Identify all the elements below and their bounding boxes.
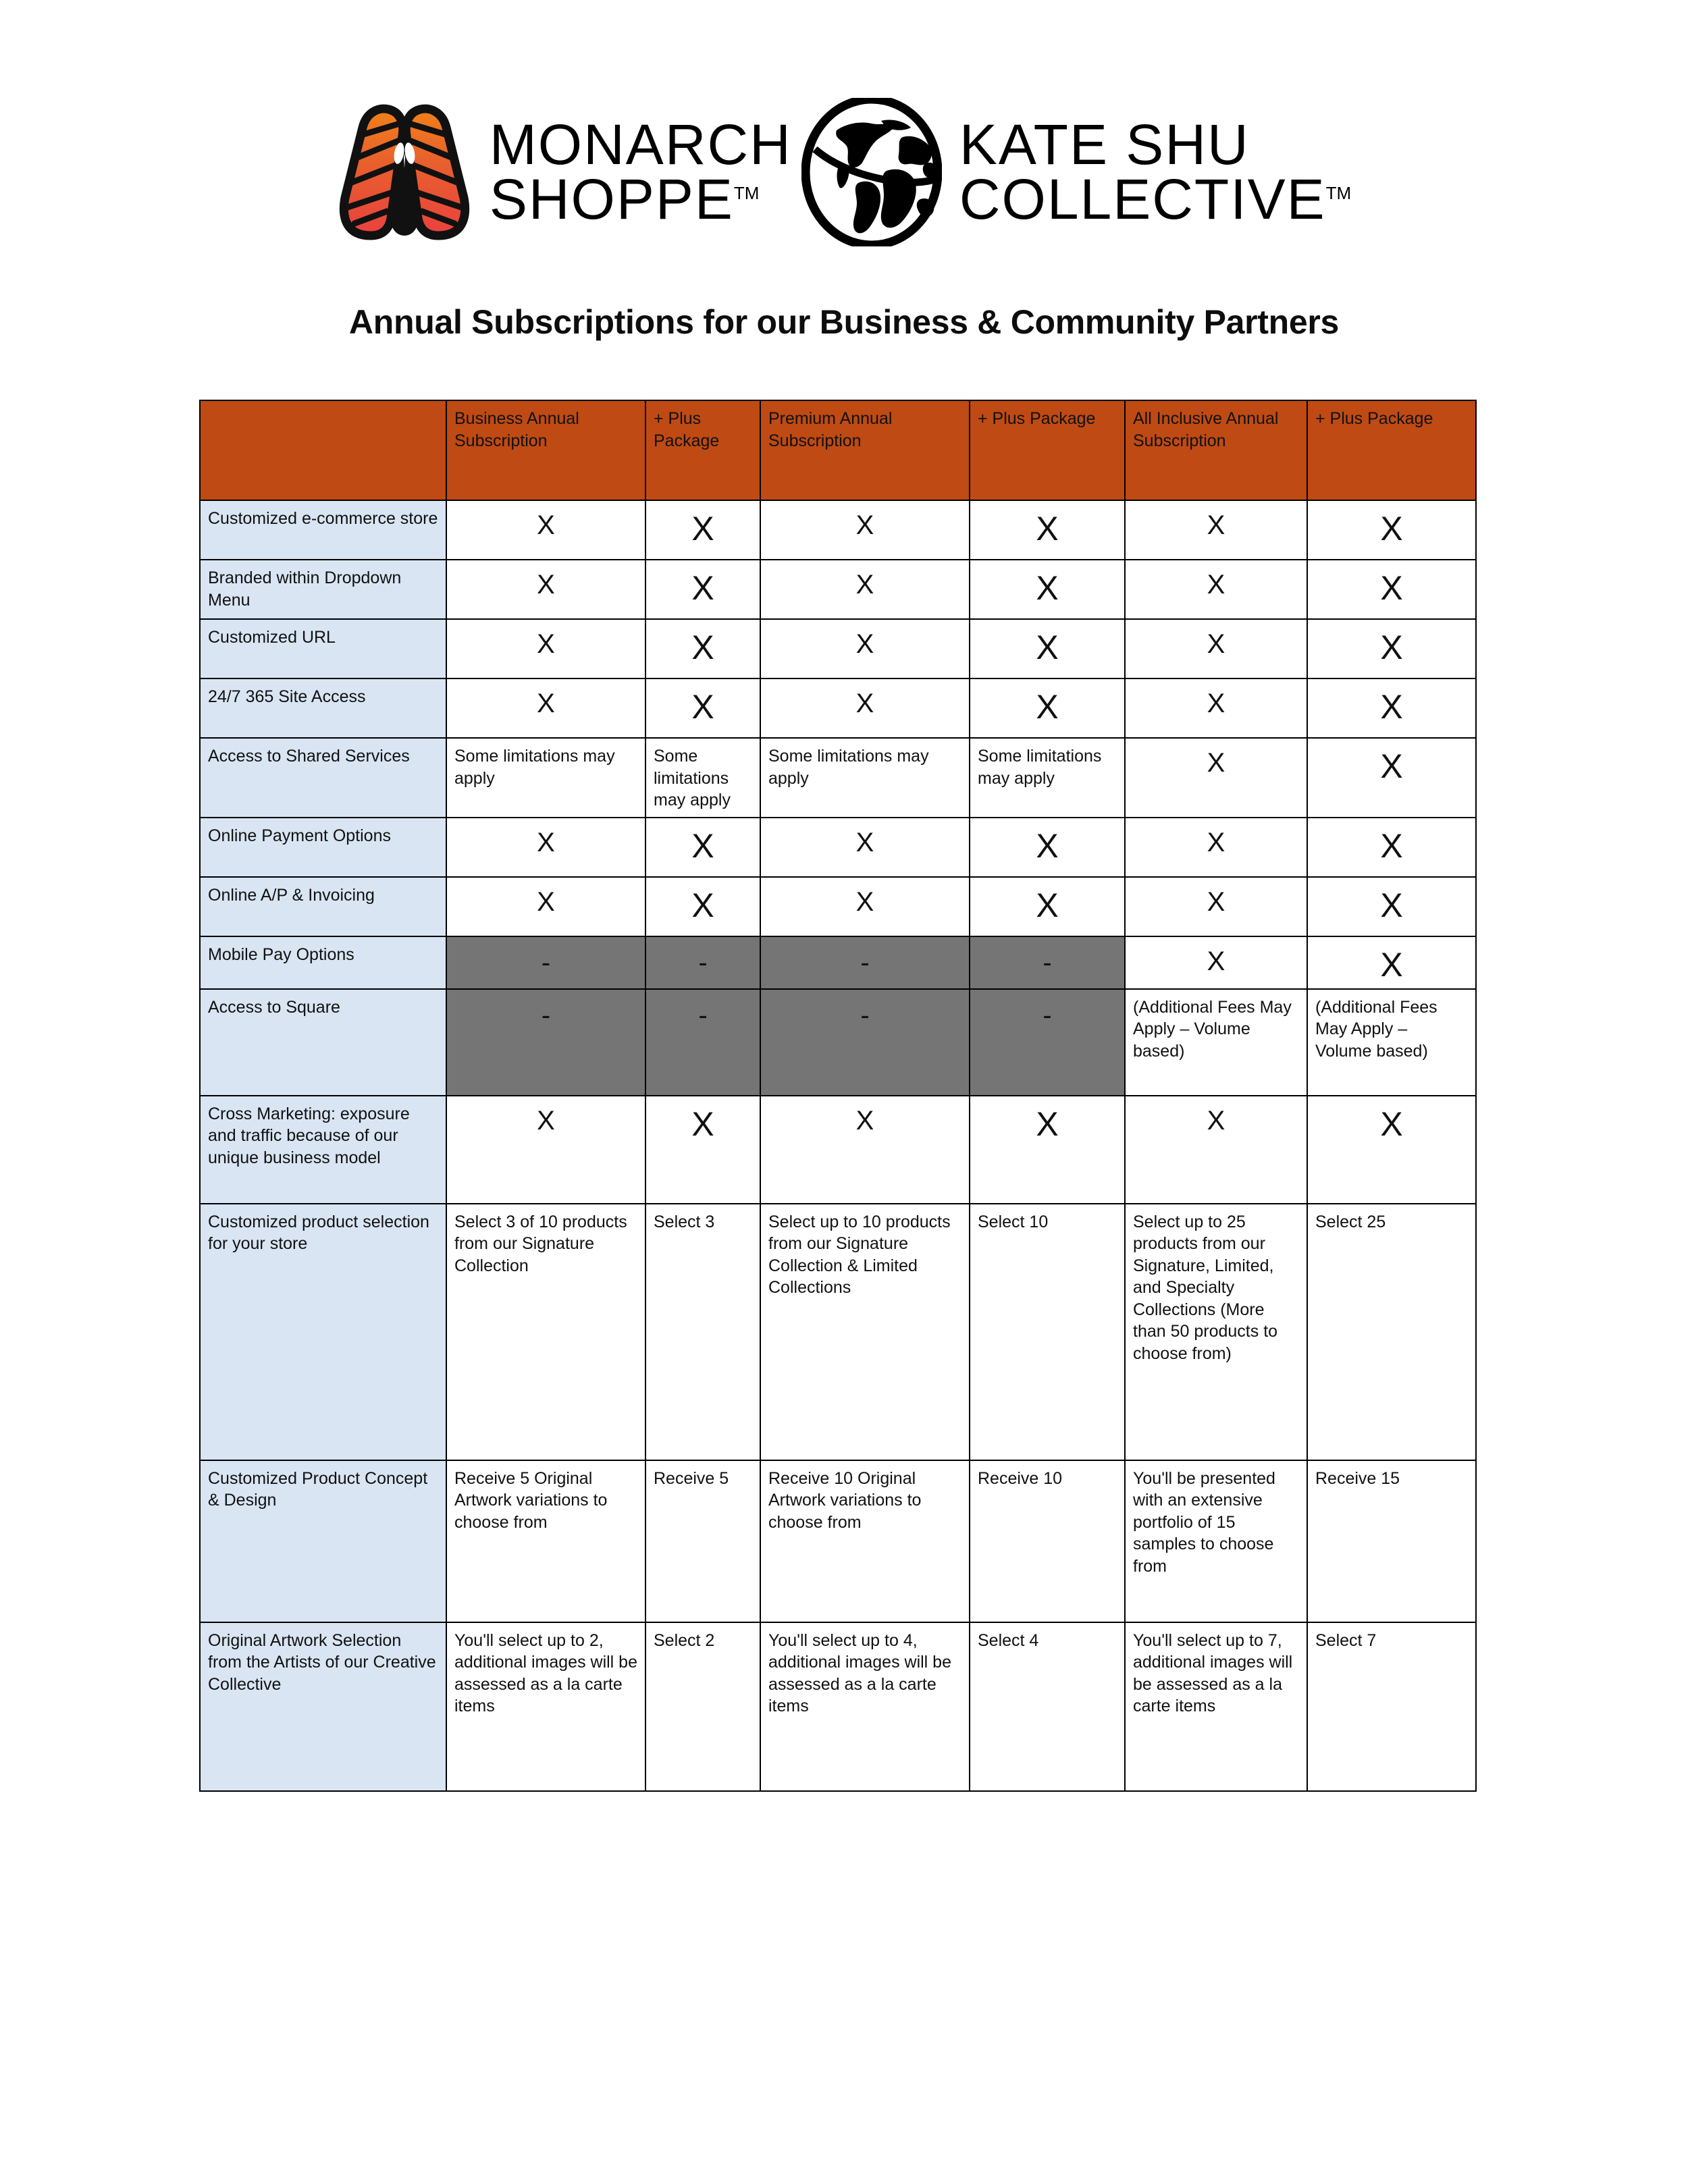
cell-included [1125, 818, 1307, 877]
cell-included [970, 678, 1125, 738]
dash-icon: - [541, 1000, 551, 1030]
cell-note [1307, 1622, 1476, 1791]
header-cell-business: Business Annual Subscription [446, 400, 645, 500]
check-x-icon: X [691, 569, 714, 607]
table-row [200, 500, 1476, 560]
cell-included [1307, 738, 1476, 818]
row-feature-label: Access to Square [200, 989, 446, 1096]
cell-note [1307, 989, 1476, 1096]
cell-included [645, 1096, 760, 1204]
cell-note-text: You'll select up to 2, additional images will be assessed as a la carte items [454, 1630, 637, 1715]
cell-note-text: Select up to 10 products from our Signature Collection & Limited Collections [768, 1212, 951, 1297]
check-x-icon: X [691, 688, 714, 726]
check-x-icon: X [537, 886, 555, 917]
table-row [200, 1460, 1476, 1622]
check-x-icon: X [1207, 510, 1225, 540]
cell-note [760, 738, 970, 818]
cell-included [970, 877, 1125, 936]
check-x-icon: X [1207, 629, 1225, 659]
cell-included [1125, 1096, 1307, 1204]
check-x-icon: X [855, 1105, 874, 1136]
check-x-icon: X [1207, 1105, 1225, 1136]
cell-note [970, 1204, 1125, 1460]
cell-not-available [446, 936, 645, 989]
cell-included [446, 678, 645, 738]
cell-included [1307, 678, 1476, 738]
globe-icon [801, 98, 942, 246]
cell-not-available [970, 989, 1125, 1096]
cell-note-text: Receive 10 [978, 1468, 1063, 1488]
cell-note-text: Select 4 [978, 1630, 1039, 1650]
check-x-icon: X [691, 886, 714, 924]
check-x-icon: X [691, 826, 714, 865]
cell-included [446, 560, 645, 619]
header-cell-all-inclusive-plus: + Plus Package [1307, 400, 1476, 500]
butterfly-monarch-icon [337, 103, 472, 242]
cell-note-text: You'll select up to 4, additional images will be assessed as a la carte items [768, 1630, 951, 1715]
table-row [200, 989, 1476, 1096]
cell-included [645, 877, 760, 936]
cell-note-text: Some limitations may apply [978, 747, 1102, 788]
cell-included [1307, 1096, 1476, 1204]
cell-note [970, 1460, 1125, 1622]
cell-note-text: You'll select up to 7, additional images will be assessed as a la carte items [1133, 1630, 1293, 1715]
check-x-icon: X [1036, 569, 1059, 607]
cell-included [760, 877, 970, 936]
table-row [200, 1096, 1476, 1204]
table-row [200, 678, 1476, 738]
cell-included [970, 500, 1125, 560]
check-x-icon: X [1207, 570, 1225, 600]
check-x-icon: X [855, 570, 874, 600]
check-x-icon: X [1380, 510, 1403, 548]
cell-included [645, 619, 760, 678]
brand-right-line1: KATE SHU [959, 113, 1250, 177]
brand-left-line1: MONARCH [489, 113, 792, 177]
check-x-icon: X [1036, 1104, 1059, 1143]
cell-note-text: Select 10 [978, 1212, 1049, 1231]
cell-note-text: Receive 15 [1315, 1468, 1400, 1488]
check-x-icon: X [1207, 689, 1225, 718]
cell-note [760, 1622, 970, 1791]
cell-included [1125, 936, 1307, 989]
cell-note-text: Some limitations may apply [654, 747, 731, 809]
cell-included [446, 500, 645, 560]
row-feature-label: Customized Product Concept & Design [200, 1460, 446, 1622]
header-cell-business-plus: + Plus Package [645, 400, 760, 500]
cell-note-text: You'll be presented with an extensive portfolio of 15 samples to choose from [1133, 1468, 1275, 1576]
cell-note-text: Select up to 25 products from our Signature, Limited, and Specialty Collections (More than 50 products to choose from) [1133, 1212, 1278, 1363]
cell-included [645, 500, 760, 560]
cell-included [446, 619, 645, 678]
cell-not-available [446, 989, 645, 1096]
table-row [200, 738, 1476, 818]
check-x-icon: X [855, 510, 874, 540]
cell-note [760, 1460, 970, 1622]
cell-not-available [970, 936, 1125, 989]
cell-included [1125, 619, 1307, 678]
cell-included [760, 619, 970, 678]
cell-included [970, 619, 1125, 678]
check-x-icon: X [1207, 946, 1225, 976]
table-row [200, 936, 1476, 989]
dash-icon: - [860, 947, 870, 978]
cell-included [970, 818, 1125, 877]
cell-note-text: (Additional Fees May Apply – Volume based) [1315, 997, 1438, 1061]
cell-note [446, 1622, 645, 1791]
cell-note [1125, 1622, 1307, 1791]
row-feature-label: 24/7 365 Site Access [200, 678, 446, 738]
check-x-icon: X [855, 689, 874, 718]
subscription-comparison-table [199, 400, 1475, 1792]
cell-note-text: Receive 5 [654, 1468, 729, 1488]
cell-included [1307, 619, 1476, 678]
dash-icon: - [698, 1000, 708, 1030]
cell-included [1125, 500, 1307, 560]
check-x-icon: X [537, 629, 555, 659]
cell-note [446, 1460, 645, 1622]
check-x-icon: X [1380, 1104, 1403, 1143]
cell-included [446, 1096, 645, 1204]
cell-included [760, 1096, 970, 1204]
row-feature-label: Access to Shared Services [200, 738, 446, 818]
cell-note [446, 738, 645, 818]
cell-note [645, 738, 760, 818]
cell-included [1307, 877, 1476, 936]
check-x-icon: X [1380, 886, 1403, 924]
cell-note-text: Select 3 of 10 products from our Signature Collection [454, 1212, 627, 1275]
row-feature-label: Online Payment Options [200, 818, 446, 877]
check-x-icon: X [691, 1104, 714, 1143]
table-row [200, 877, 1476, 936]
check-x-icon: X [691, 510, 714, 548]
dash-icon: - [1043, 1000, 1052, 1030]
cell-not-available [645, 936, 760, 989]
page-title: Annual Subscriptions for our Business & Community Partners [348, 303, 1340, 341]
table-row [200, 818, 1476, 877]
brand-header [0, 88, 1688, 257]
table-row [200, 619, 1476, 678]
row-feature-label: Mobile Pay Options [200, 936, 446, 989]
dash-icon: - [1043, 947, 1052, 978]
cell-included [1125, 560, 1307, 619]
dash-icon: - [860, 1000, 870, 1030]
row-feature-label: Customized e-commerce store [200, 500, 446, 560]
cell-note-text: Select 7 [1315, 1630, 1377, 1650]
cell-note [1307, 1204, 1476, 1460]
row-feature-label: Original Artwork Selection from the Artists of our Creative Collective [200, 1622, 446, 1791]
cell-note-text: Receive 5 Original Artwork variations to choose from [454, 1468, 608, 1532]
cell-note-text: (Additional Fees May Apply – Volume based) [1133, 997, 1292, 1061]
cell-included [1307, 500, 1476, 560]
table-row [200, 1204, 1476, 1460]
cell-included [760, 500, 970, 560]
check-x-icon: X [1380, 688, 1403, 726]
cell-included [1307, 560, 1476, 619]
cell-included [446, 877, 645, 936]
cell-included [1125, 678, 1307, 738]
check-x-icon: X [855, 629, 874, 659]
table-header-row [200, 400, 1476, 500]
row-feature-label: Cross Marketing: exposure and traffic because of our unique business model [200, 1096, 446, 1204]
cell-note [645, 1204, 760, 1460]
cell-note [970, 1622, 1125, 1791]
monarch-shoppe-wordmark [489, 113, 792, 231]
check-x-icon: X [1036, 826, 1059, 865]
check-x-icon: X [1380, 747, 1403, 785]
cell-note [1125, 989, 1307, 1096]
header-cell-all-inclusive: All Inclusive Annual Subscription [1125, 400, 1307, 500]
trademark-right: TM [1325, 183, 1352, 203]
check-x-icon: X [691, 629, 714, 666]
cell-note-text: Select 25 [1315, 1212, 1386, 1231]
check-x-icon: X [1207, 827, 1225, 857]
check-x-icon: X [1207, 748, 1225, 778]
row-feature-label: Customized URL [200, 619, 446, 678]
check-x-icon: X [1036, 886, 1059, 924]
check-x-icon: X [1380, 569, 1403, 607]
cell-note [1125, 1204, 1307, 1460]
cell-included [970, 560, 1125, 619]
check-x-icon: X [1380, 826, 1403, 865]
check-x-icon: X [537, 510, 555, 540]
header-cell-premium-plus: + Plus Package [970, 400, 1125, 500]
cell-included [1125, 738, 1307, 818]
brand-left-line2: SHOPPE™ [489, 167, 760, 231]
cell-note [645, 1622, 760, 1791]
cell-note [1125, 1460, 1307, 1622]
cell-note-text: Receive 10 Original Artwork variations to choose from [768, 1468, 922, 1532]
cell-note-text: Some limitations may apply [454, 747, 615, 788]
row-feature-label: Branded within Dropdown Menu [200, 560, 446, 619]
cell-included [760, 818, 970, 877]
cell-note [760, 1204, 970, 1460]
check-x-icon: X [537, 570, 555, 600]
check-x-icon: X [1207, 886, 1225, 917]
cell-note [1307, 1460, 1476, 1622]
check-x-icon: X [1380, 629, 1403, 666]
cell-included [1307, 818, 1476, 877]
cell-included [1125, 877, 1307, 936]
cell-not-available [760, 989, 970, 1096]
cell-included [970, 1096, 1125, 1204]
check-x-icon: X [1380, 945, 1403, 984]
cell-included [1307, 936, 1476, 989]
cell-note-text: Select 3 [654, 1212, 715, 1231]
cell-note [645, 1460, 760, 1622]
table-row [200, 1622, 1476, 1791]
cell-note-text: Some limitations may apply [768, 747, 929, 788]
check-x-icon: X [855, 827, 874, 857]
cell-included [760, 678, 970, 738]
dash-icon: - [698, 947, 708, 978]
cell-note [970, 738, 1125, 818]
cell-included [645, 818, 760, 877]
dash-icon: - [541, 947, 551, 978]
cell-not-available [760, 936, 970, 989]
cell-included [645, 560, 760, 619]
cell-note [446, 1204, 645, 1460]
cell-note-text: Select 2 [654, 1630, 715, 1650]
check-x-icon: X [855, 886, 874, 917]
cell-not-available [645, 989, 760, 1096]
cell-included [645, 678, 760, 738]
check-x-icon: X [537, 1105, 555, 1136]
check-x-icon: X [1036, 629, 1059, 666]
row-feature-label: Customized product selection for your store [200, 1204, 446, 1460]
check-x-icon: X [1036, 688, 1059, 726]
header-cell-feature [200, 400, 446, 500]
trademark-left: TM [733, 183, 760, 203]
check-x-icon: X [537, 689, 555, 718]
check-x-icon: X [1036, 510, 1059, 548]
table-row [200, 560, 1476, 619]
kate-shu-collective-wordmark [959, 113, 1352, 231]
header-cell-premium: Premium Annual Subscription [760, 400, 970, 500]
brand-right-line2: COLLECTIVE™ [959, 167, 1352, 231]
row-feature-label: Online A/P & Invoicing [200, 877, 446, 936]
cell-included [446, 818, 645, 877]
cell-included [760, 560, 970, 619]
check-x-icon: X [537, 827, 555, 857]
table-body [200, 500, 1476, 1791]
